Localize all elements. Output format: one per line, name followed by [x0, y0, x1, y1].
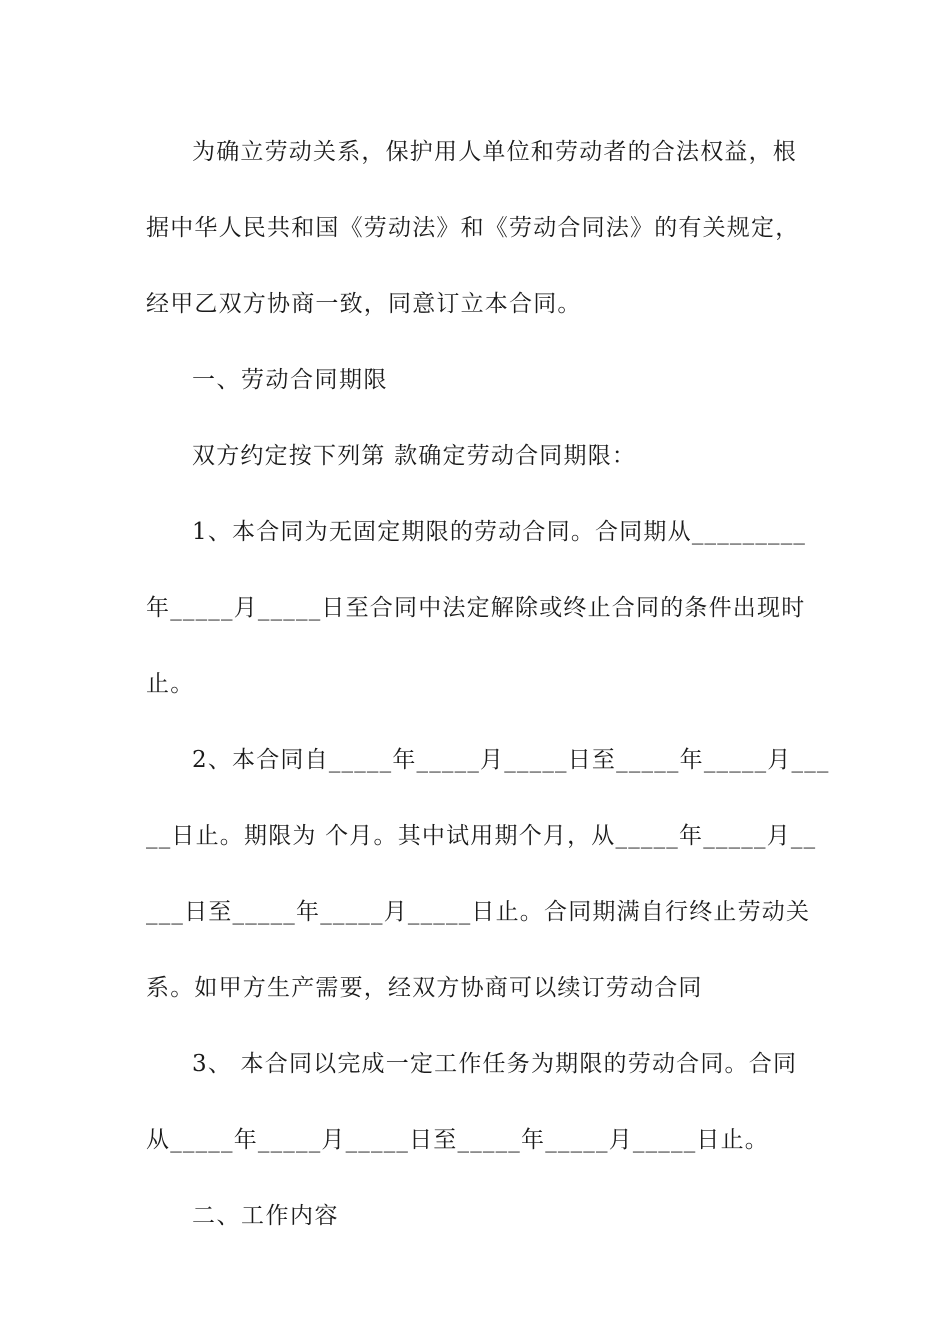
paragraph-line: 据中华人民共和国《劳动法》和《劳动合同法》的有关规定， — [146, 215, 800, 241]
paragraph-line: ___日至_____年_____月_____日止。合同期满自行终止劳动关 — [146, 899, 811, 925]
section-heading: 二、工作内容 — [192, 1203, 339, 1229]
section-heading-term — [146, 358, 806, 434]
paragraph-line: 双方约定按下列第 款确定劳动合同期限： — [192, 443, 637, 469]
paragraph-line: 1、本合同为无固定期限的劳动合同。合同期从_________ — [192, 519, 807, 545]
paragraph-intro — [146, 130, 806, 358]
paragraph-line: 2、本合同自_____年_____月_____日至_____年_____月___ — [192, 747, 830, 773]
paragraph-line: __日止。期限为 个月。其中试用期个月，从_____年_____月__ — [146, 823, 817, 849]
paragraph-line: 经甲乙双方协商一致，同意订立本合同。 — [146, 291, 582, 317]
document-body — [146, 130, 830, 1270]
paragraph-line: 年_____月_____日至合同中法定解除或终止合同的条件出现时 — [146, 595, 806, 621]
clause-3 — [146, 1042, 806, 1194]
paragraph-term-choice — [146, 434, 806, 510]
paragraph-line: 从_____年_____月_____日至_____年_____月_____日止。 — [146, 1127, 769, 1153]
clause-1 — [146, 510, 806, 738]
paragraph-line: 为确立劳动关系，保护用人单位和劳动者的合法权益，根 — [192, 139, 797, 165]
paragraph-line: 3、 本合同以完成一定工作任务为期限的劳动合同。合同 — [192, 1051, 798, 1077]
paragraph-line: 止。 — [146, 671, 195, 697]
clause-2 — [146, 738, 830, 1042]
paragraph-line: 系。如甲方生产需要，经双方协商可以续订劳动合同 — [146, 975, 703, 1001]
section-heading-work — [146, 1194, 806, 1270]
section-heading: 一、劳动合同期限 — [192, 367, 388, 393]
